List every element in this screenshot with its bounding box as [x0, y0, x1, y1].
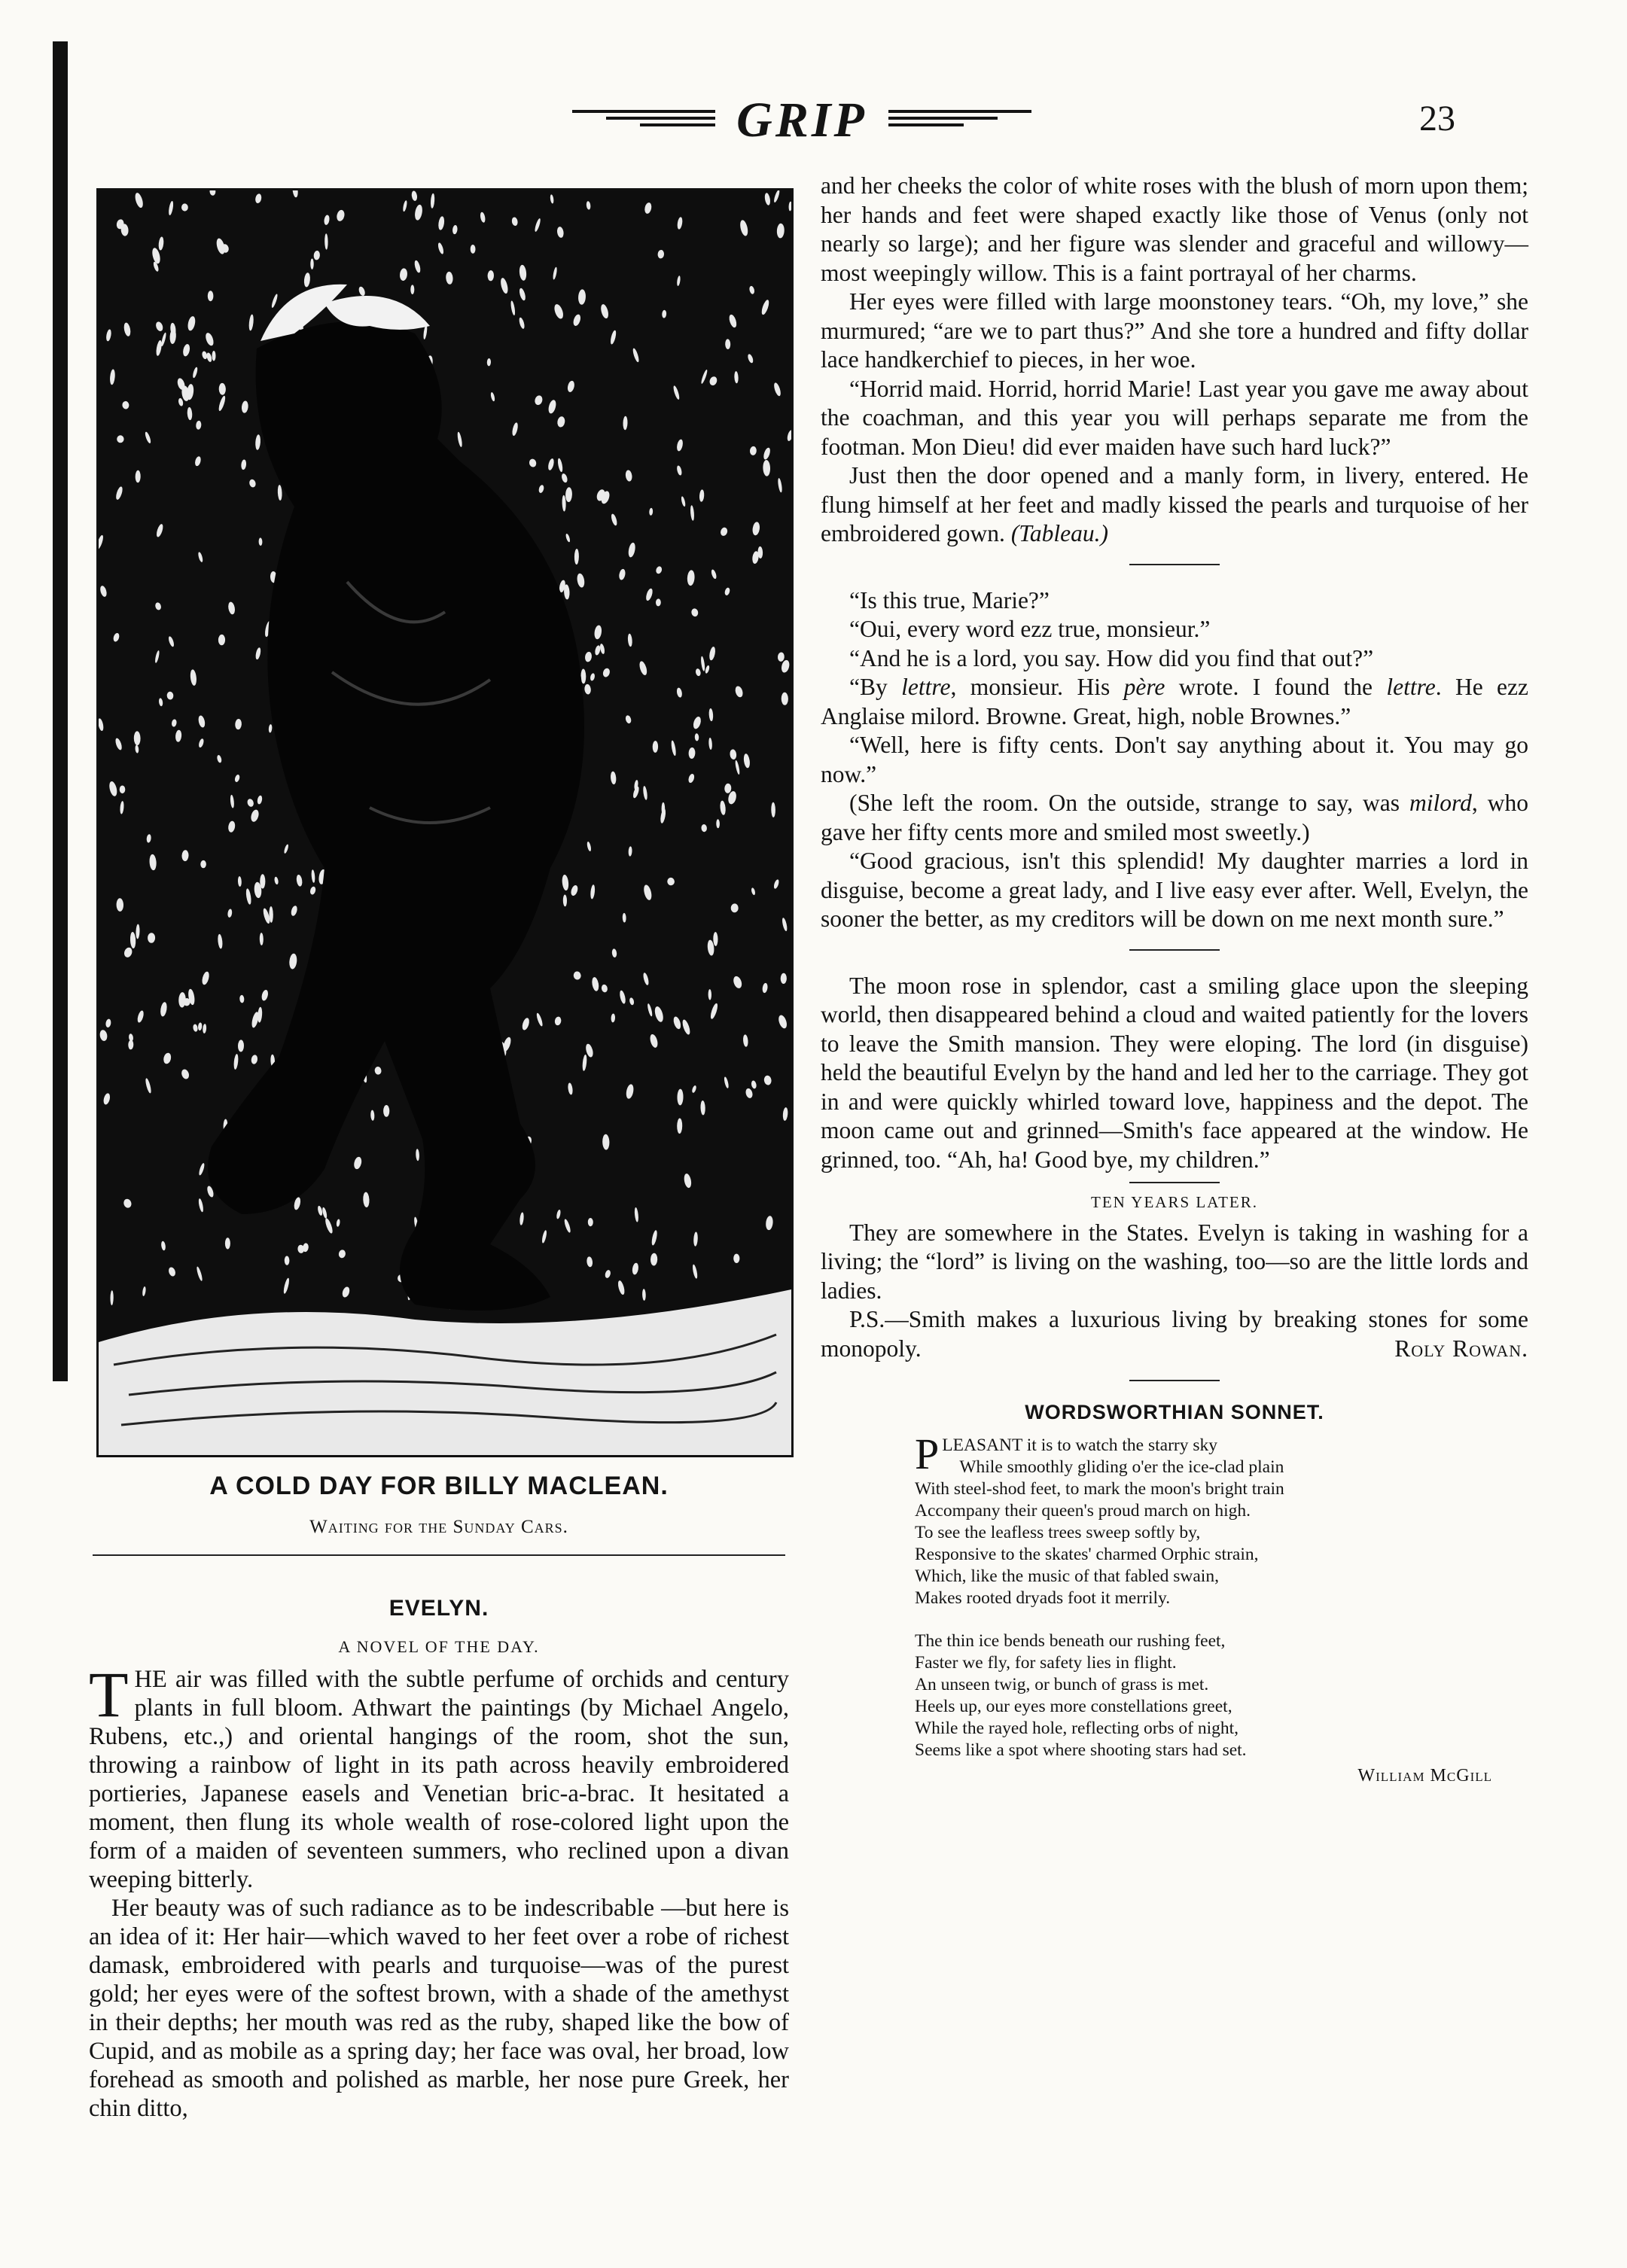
dialogue-line: “Well, here is fifty cents. Don't say anything about it. You may go now.”	[821, 732, 1528, 787]
dialogue-line: “And he is a lord, you say. How did you find that out?”	[849, 644, 1374, 671]
poem-line: While the rayed hole, reflecting orbs of night,	[915, 1718, 1239, 1738]
story-title: EVELYN.	[388, 1596, 489, 1621]
masthead-rule-right	[888, 110, 1031, 132]
dialogue-line: “Is this true, Marie?”	[849, 586, 1050, 613]
dialogue-line: “Oui, every word ezz true, monsieur.”	[849, 616, 1211, 642]
snowy-figure-engraving	[99, 190, 791, 1455]
poem-title: WORDSWORTHIAN SONNET.	[1025, 1401, 1324, 1423]
page-edge-shadow	[53, 41, 68, 1381]
poem-line: Seems like a spot where shooting stars had set.	[915, 1740, 1247, 1760]
story-paragraph: “Horrid maid. Horrid, horrid Marie! Last year you gave me away about the coachman, and this year you will perhaps separate me from the footman. Mon Dieu! did ever maiden have such hard luck?”	[821, 375, 1528, 460]
story-paragraph: They are somewhere in the States. Evelyn is taking in washing for a living; the “lord” is living on the washing, too—so are the little lords and ladies.	[821, 1219, 1528, 1304]
poem-line: PLEASANT it is to watch the starry sky	[915, 1429, 1217, 1478]
illustration-caption-subtitle: Waiting for the Sunday Cars.	[309, 1517, 568, 1537]
story-paragraph: Just then the door opened and a manly form, in livery, entered. He flung himself at her feet and madly kissed the pearls and turquoise of her embroidered gown. (Tableau.)	[821, 462, 1528, 546]
poem-stanza	[915, 1429, 1528, 1609]
poem-line: With steel-shod feet, to mark the moon's bright train	[915, 1478, 1284, 1499]
masthead	[572, 92, 1047, 152]
drop-cap: T	[89, 1658, 129, 1731]
poem-body	[915, 1429, 1528, 1761]
right-column	[821, 172, 1528, 1790]
poem-line: Which, like the music of that fabled swain,	[915, 1566, 1219, 1586]
dialogue-line: “Good gracious, isn't this splendid! My daughter marries a lord in disguise, become a great lady, and I live easy ever after. Well, Evelyn, the sooner the better, as my creditors will be down on me next month sure.”	[821, 848, 1528, 932]
story-body	[89, 1658, 789, 2123]
story-paragraph: Her beauty was of such radiance as to be indescribable —but here is an idea of it: Her hair—which waved to her feet over a robe of richest damask, embroidered with pearls and turquoise—was of the purest gold; her eyes were of the softest brown, with a shade of the amethyst in their depths; her mouth was red as the ruby, shaped like the bow of Cupid, and as mobile as a spring day; her face was oval, her broad, low forehead as smooth and polished as marble, her nose pure Greek, her chin ditto,	[89, 1895, 789, 2122]
dialogue-line: (She left the room. On the outside, strange to say, was milord, who gave her fifty cents more and smiled most sweetly.)	[821, 790, 1528, 845]
poem-line: While smoothly gliding o'er the ice-clad plain	[942, 1457, 1284, 1477]
section-divider	[93, 1554, 785, 1556]
poem-line: Responsive to the skates' charmed Orphic strain,	[915, 1544, 1259, 1564]
poem-drop-cap: P	[915, 1429, 940, 1478]
dialogue-line: “By lettre, monsieur. His père wrote. I found the lettre. He ezz Anglaise milord. Browne. Great, high, noble Brownes.”	[821, 674, 1528, 729]
masthead-rule-left	[572, 110, 715, 132]
story-paragraph: P.S.—Smith makes a luxurious living by breaking stones for some monopoly. Roly Rowan.	[821, 1305, 1528, 1363]
story-paragraph: The moon rose in splendor, cast a smiling glace upon the sleeping world, then disappeared behind a cloud and waited patiently for the lovers to leave the Smith mansion. They were eloping. The lord (in disguise) held the beautiful Evelyn by the hand and led her to the carriage. They got in and were quickly whirled toward love, happiness and the depot. The moon came out and grinned—Smith's face appeared at the window. He grinned, too. “Ah, ha! Good bye, my children.”	[821, 972, 1528, 1173]
story-paragraph: THE air was filled with the subtle perfume of orchids and century plants in full bloom. Athwart the paintings (by Michael Angelo, Rubens, etc.,) and oriental hangings of the room, shot the sun, throwing a rainbow of light in its path across heavily embroidered portieries, Japanese easels and Venetian bric-a-brac. It hesitated a moment, then flung its whole wealth of rose-colored light upon the form of a maiden of seventeen summers, who reclined upon a divan weeping bitterly.	[89, 1658, 789, 1893]
poem-line: Makes rooted dryads foot it merrily.	[915, 1588, 1171, 1608]
poem-author: William McGill	[1357, 1765, 1492, 1785]
illustration-caption-title: A COLD DAY FOR BILLY MACLEAN.	[209, 1472, 669, 1500]
scene-break-rule	[1129, 564, 1220, 565]
poem-line: Accompany their queen's proud march on high.	[915, 1500, 1251, 1521]
story-author: Roly Rowan.	[1394, 1335, 1528, 1362]
poem-line: The thin ice bends beneath our rushing feet,	[915, 1630, 1226, 1651]
woodcut-illustration	[96, 188, 794, 1457]
story-paragraph: Her eyes were filled with large moonstoney tears. “Oh, my love,” she murmured; “are we to part thus?” And she tore a hundred and fifty dollar lace handkerchief to pieces, in her woe.	[821, 288, 1528, 373]
poem-line: An unseen twig, or bunch of grass is met.	[915, 1674, 1209, 1694]
scene-break-rule	[1129, 949, 1220, 951]
poem-stanza	[915, 1630, 1528, 1761]
section-heading: TEN YEARS LATER.	[1091, 1193, 1258, 1211]
story-subtitle: A NOVEL OF THE DAY.	[338, 1637, 540, 1656]
masthead-title: GRIP	[736, 93, 867, 148]
story-paragraph: and her cheeks the color of white roses with the blush of morn upon them; her hands and feet were shaped exactly like those of Venus (only not nearly so large); and her figure was slender and graceful and willowy—most weepingly willow. This is a faint portrayal of her charms.	[821, 172, 1528, 286]
page-number: 23	[1419, 99, 1455, 139]
poem-line: Faster we fly, for safety lies in flight.	[915, 1652, 1177, 1673]
scene-break-rule	[1129, 1182, 1220, 1183]
poem-line: To see the leafless trees sweep softly by,	[915, 1522, 1201, 1542]
section-divider	[1129, 1380, 1220, 1381]
poem-line: Heels up, our eyes more constellations greet,	[915, 1696, 1232, 1716]
